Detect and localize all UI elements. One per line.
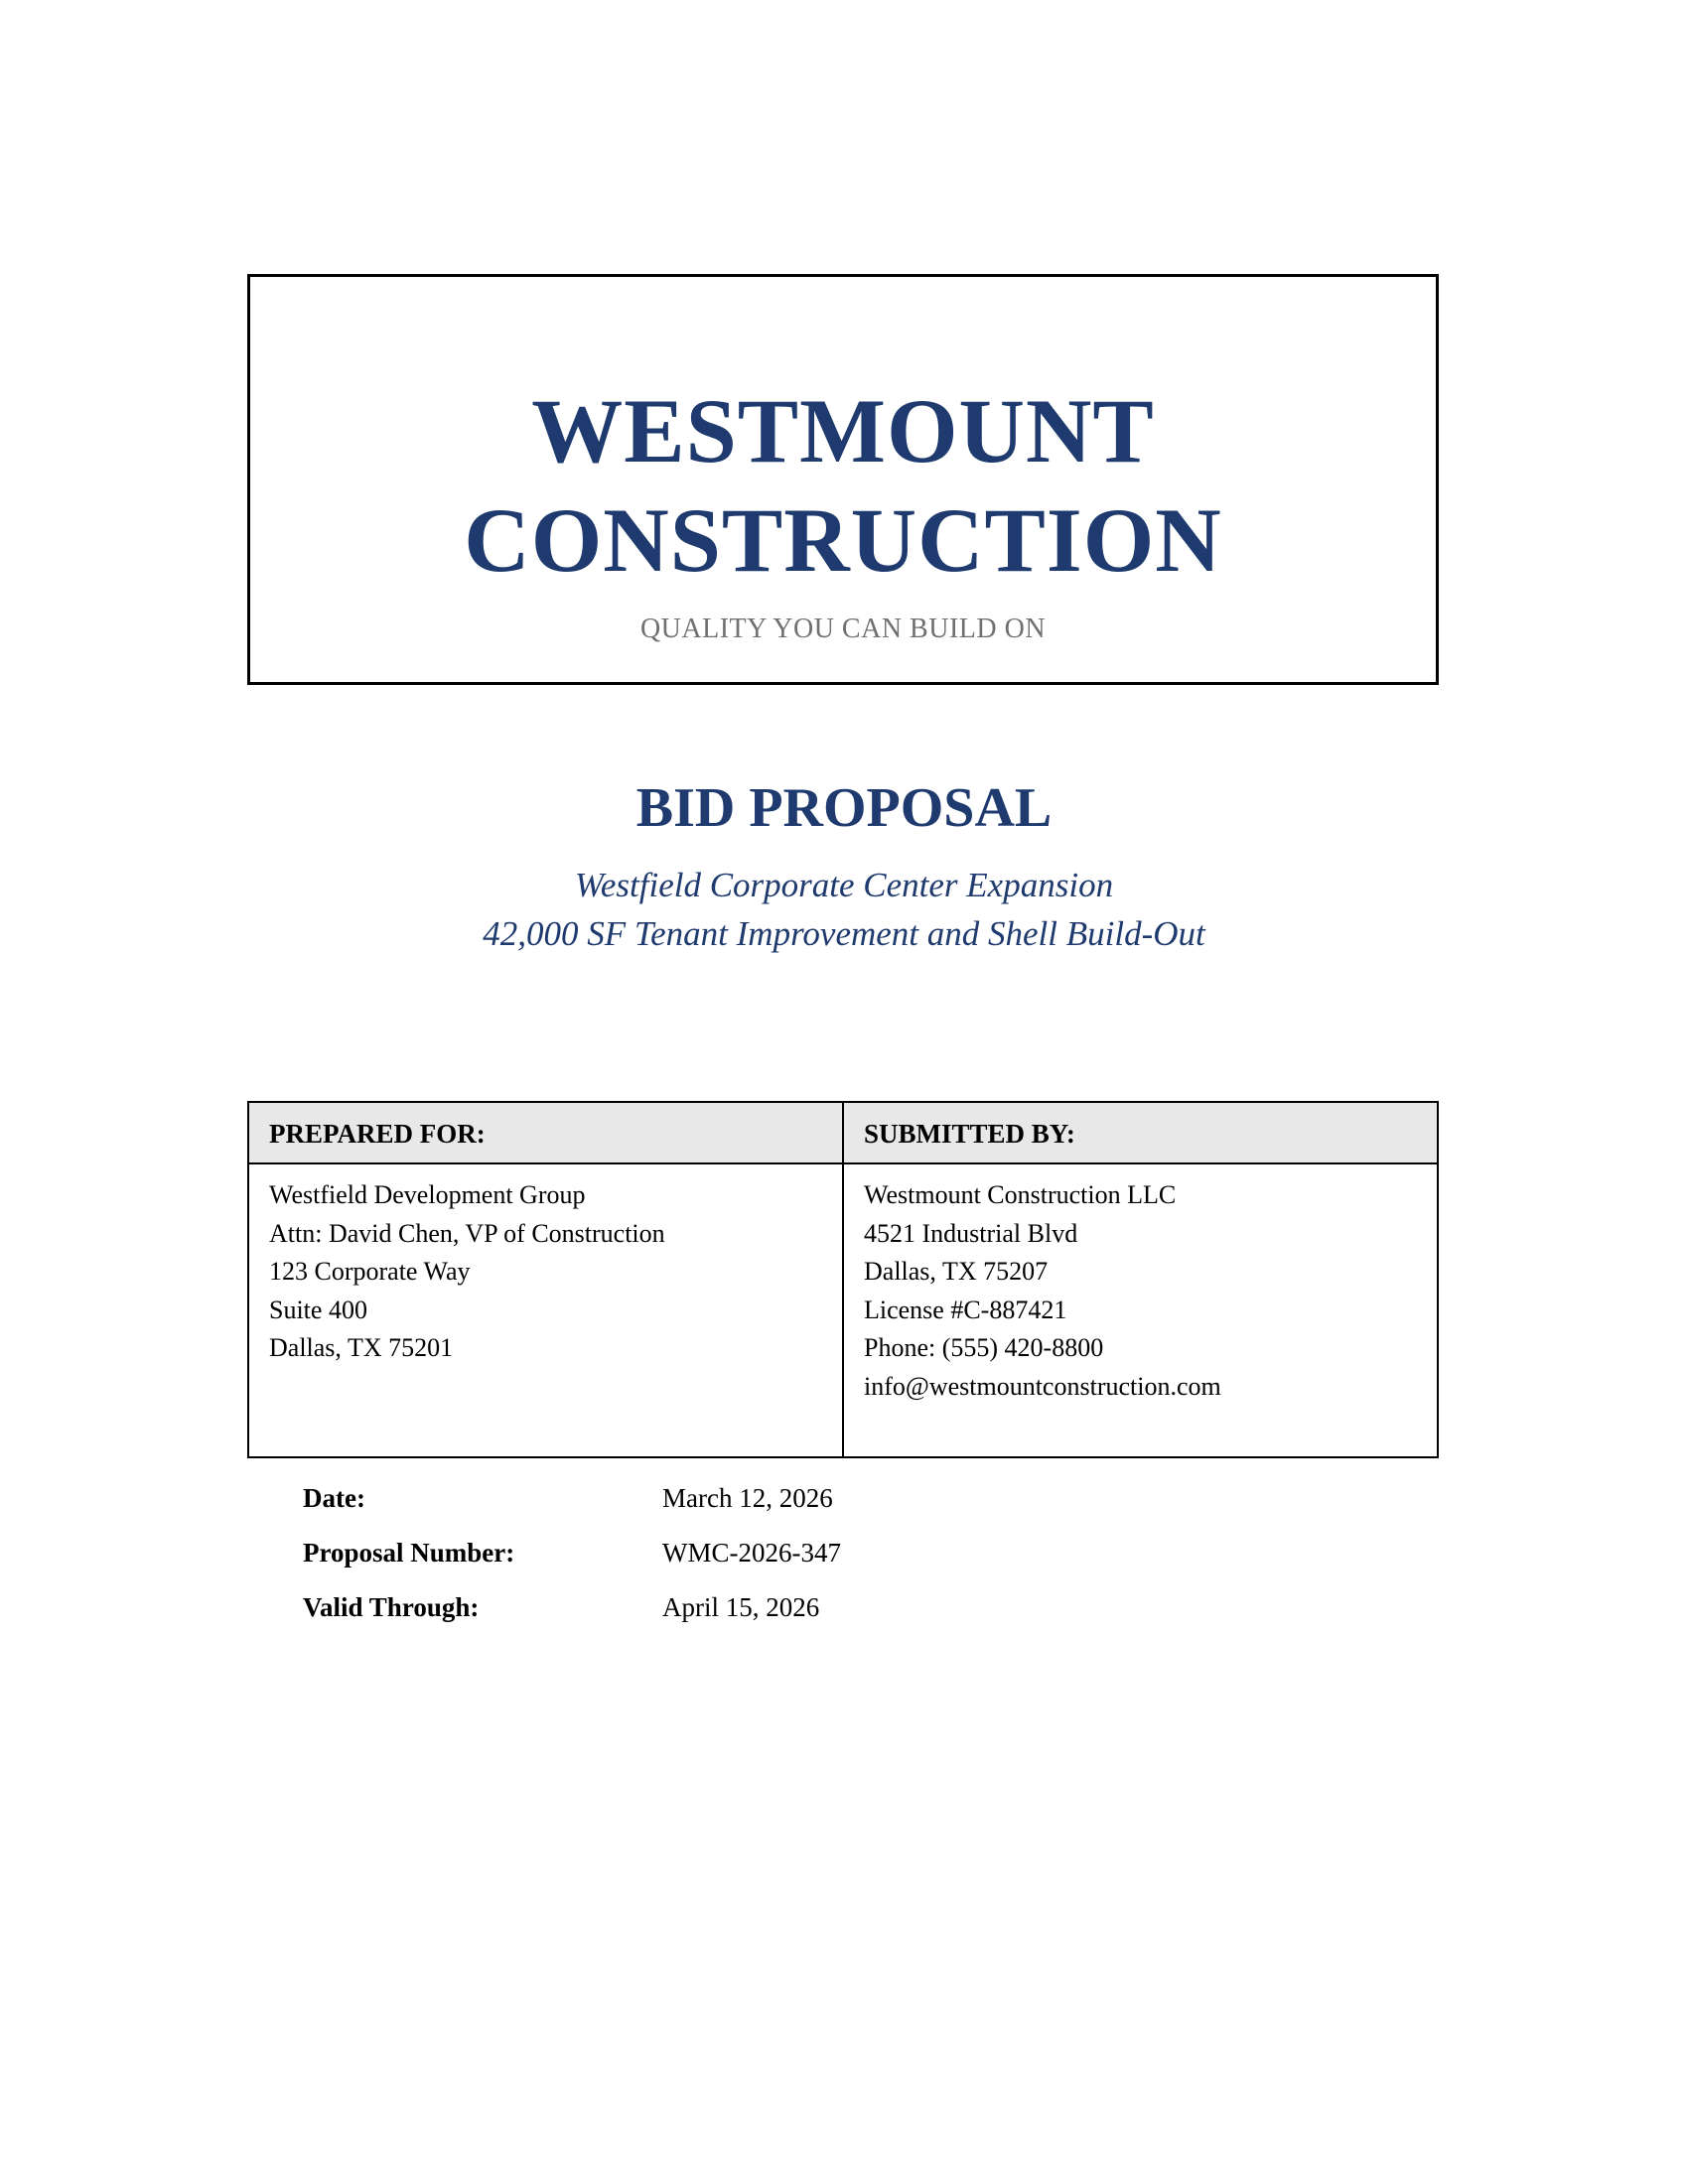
project-description: 42,000 SF Tenant Improvement and Shell Build-Out	[483, 914, 1205, 953]
prepared-for-line: 123 Corporate Way	[269, 1257, 471, 1286]
submitted-by-line: Phone: (555) 420-8800	[864, 1333, 1104, 1362]
company-name-line-2: CONSTRUCTION	[464, 489, 1222, 591]
submitted-by-line: Dallas, TX 75207	[864, 1257, 1049, 1286]
brand-header-box	[247, 274, 1439, 685]
proposal-number-label: Proposal Number:	[303, 1538, 515, 1568]
valid-through-label: Valid Through:	[303, 1592, 480, 1622]
parties-header-row	[248, 1102, 1438, 1163]
valid-through-value: April 15, 2026	[662, 1592, 820, 1622]
company-tagline: QUALITY YOU CAN BUILD ON	[639, 614, 1047, 644]
prepared-for-line: Dallas, TX 75201	[269, 1333, 454, 1362]
date-value: March 12, 2026	[662, 1483, 833, 1513]
prepared-for-line: Attn: David Chen, VP of Construction	[269, 1218, 665, 1248]
date-label: Date:	[303, 1483, 365, 1513]
meta-row-date	[303, 1483, 1196, 1538]
submitted-by-email[interactable]: info@westmountconstruction.com	[864, 1371, 1221, 1401]
project-name: Westfield Corporate Center Expansion	[574, 866, 1114, 904]
prepared-for-line: Westfield Development Group	[269, 1180, 586, 1209]
submitted-by-line: Westmount Construction LLC	[864, 1180, 1177, 1209]
prepared-for-header: PREPARED FOR:	[248, 1102, 843, 1163]
submitted-by-line: 4521 Industrial Blvd	[864, 1218, 1078, 1248]
parties-body-row	[248, 1163, 1438, 1457]
company-name	[250, 376, 1436, 595]
proposal-meta	[303, 1483, 1196, 1647]
meta-row-valid-through	[303, 1592, 1196, 1647]
document-title: BID PROPOSAL	[635, 777, 1053, 839]
prepared-for-address	[248, 1163, 843, 1457]
prepared-for-line: Suite 400	[269, 1295, 367, 1324]
company-name-line-1: WESTMOUNT	[531, 380, 1155, 481]
submitted-by-address	[843, 1163, 1438, 1457]
parties-table	[247, 1101, 1439, 1458]
submitted-by-line: License #C-887421	[864, 1295, 1067, 1324]
meta-row-proposal-number	[303, 1538, 1196, 1592]
proposal-number-value: WMC-2026-347	[662, 1538, 841, 1568]
submitted-by-header: SUBMITTED BY:	[843, 1102, 1438, 1163]
